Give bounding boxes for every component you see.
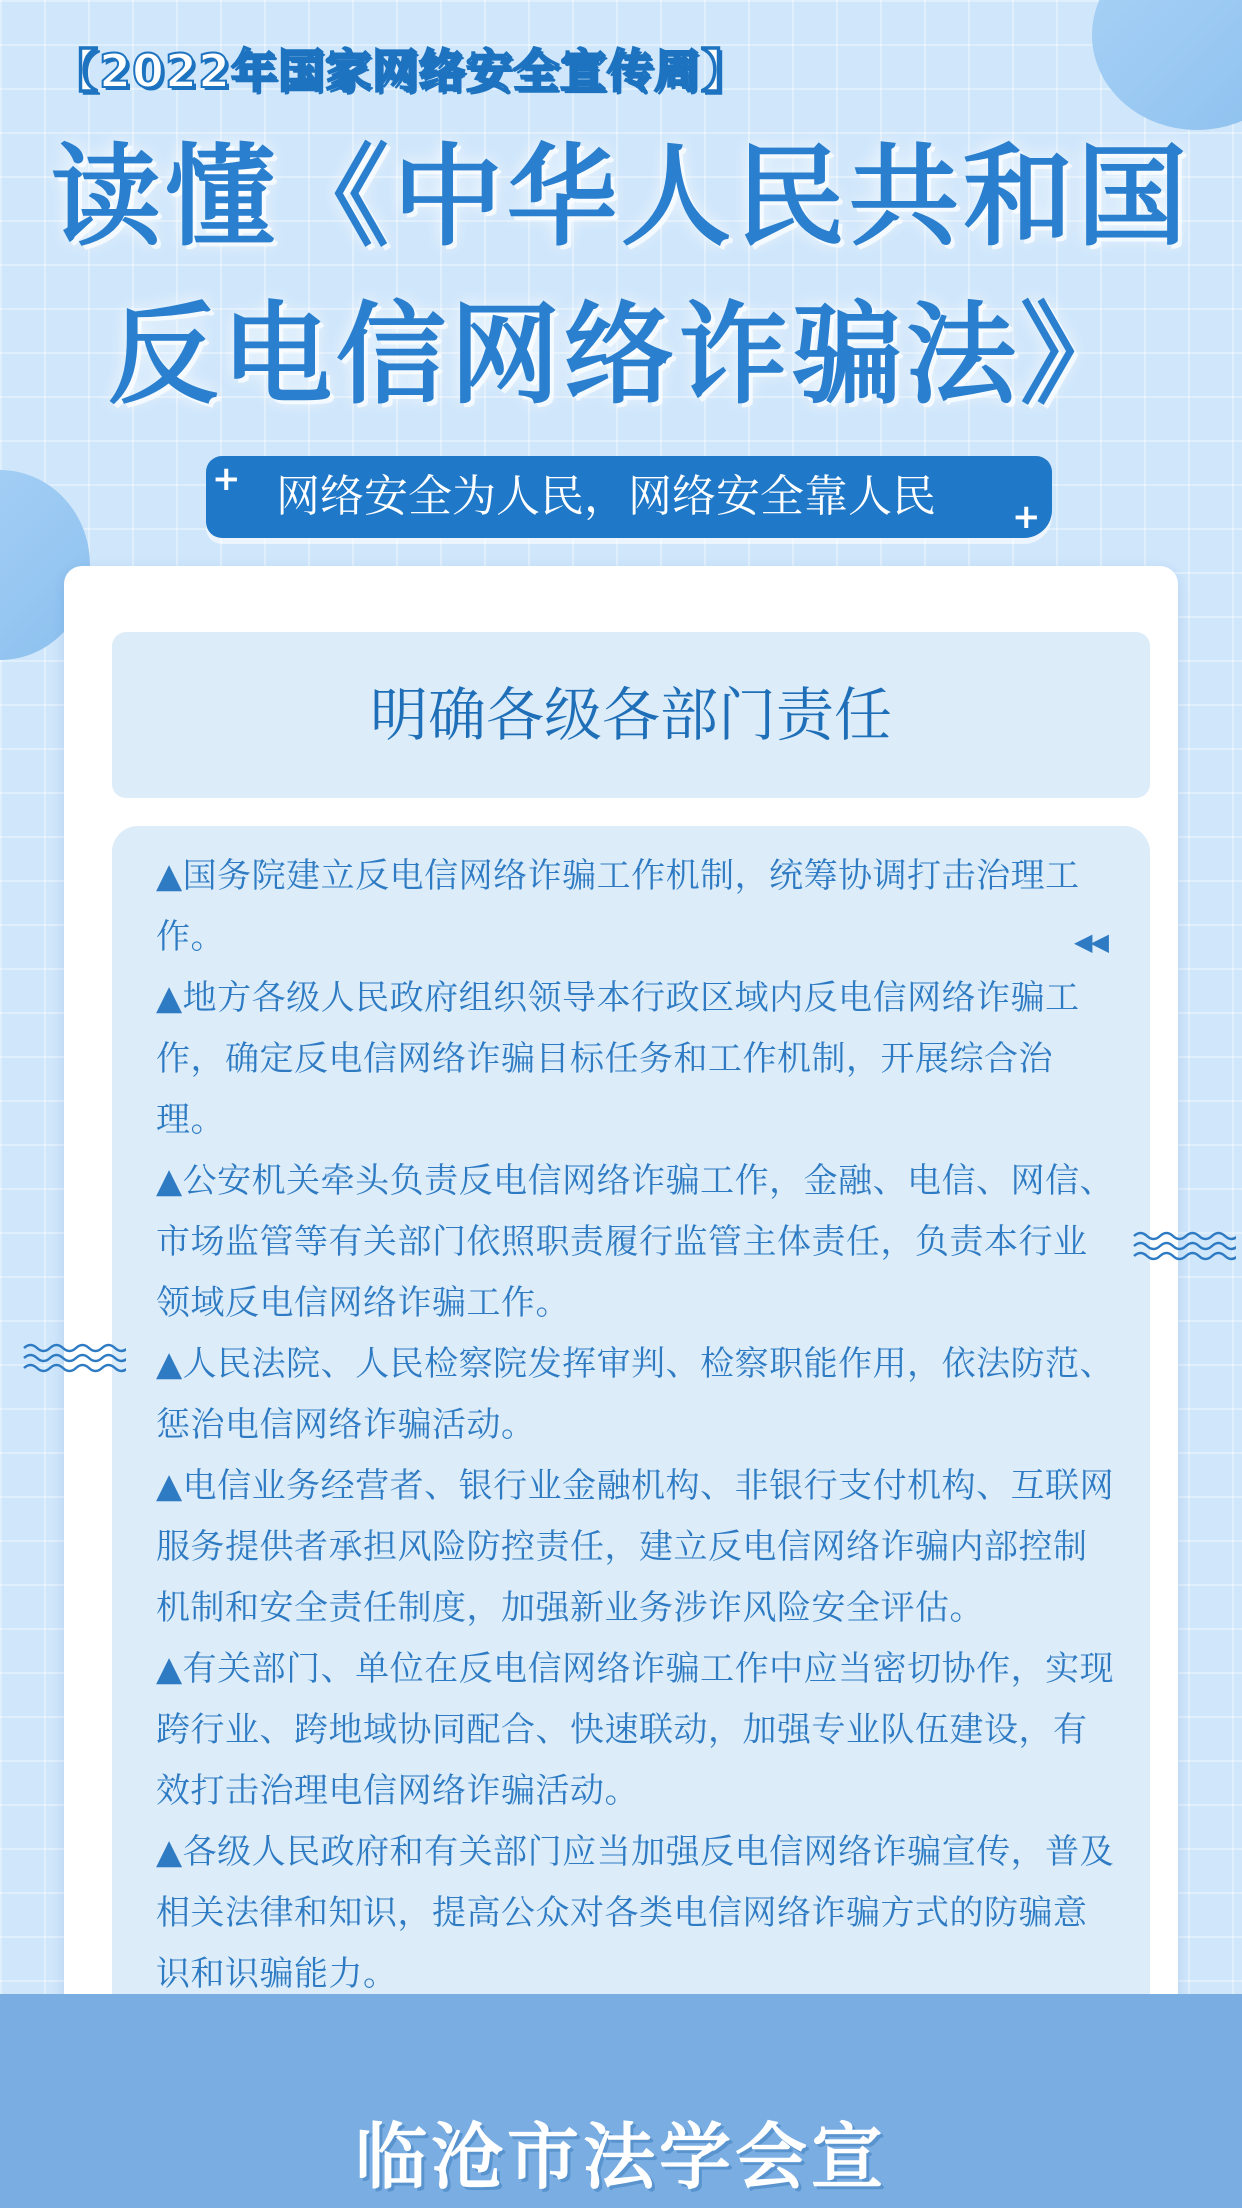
wave-icon <box>1132 1228 1236 1264</box>
paragraph: ▲各级人民政府和有关部门应当加强反电信网络诈骗宣传，普及相关法律和知识，提高公众对各类电信网络诈骗方式的防骗意识和识骗能力。 <box>156 1832 1115 1994</box>
main-title-line2: 反电信网络诈骗法》 <box>108 291 1134 419</box>
paragraph: ▲人民法院、人民检察院发挥审判、检察职能作用，依法防范、惩治电信网络诈骗活动。 <box>156 1344 1115 1445</box>
paragraph: ▲国务院建立反电信网络诈骗工作机制，统筹协调打击治理工作。 <box>156 856 1080 957</box>
wave-icon <box>22 1340 126 1376</box>
slogan-text: 网络安全为人民，网络安全靠人民 <box>276 471 936 522</box>
double-left-arrow-icon: ◀◀ <box>1074 928 1107 956</box>
decor-circle-top-right <box>1092 0 1242 130</box>
event-tag-title: 【2022年国家网络安全宣传周】 <box>52 44 749 98</box>
paragraph-list <box>156 846 1116 2005</box>
section-header <box>112 632 1150 798</box>
plus-icon: + <box>1012 497 1041 537</box>
plus-icon: + <box>212 459 241 499</box>
paragraph: ▲电信业务经营者、银行业金融机构、非银行支付机构、互联网服务提供者承担风险防控责任，建立反电信网络诈骗内部控制机制和安全责任制度，加强新业务涉诈风险安全评估。 <box>156 1466 1115 1628</box>
paragraph: ▲有关部门、单位在反电信网络诈骗工作中应当密切协作，实现跨行业、跨地域协同配合、快速联动，加强专业队伍建设，有效打击治理电信网络诈骗活动。 <box>156 1649 1115 1811</box>
slogan-banner <box>206 456 1052 538</box>
main-title-line1: 读懂《中华人民共和国 <box>51 133 1191 261</box>
footer-publisher: 临沧市法学会宣 <box>354 2115 887 2199</box>
section-body <box>112 826 1150 2086</box>
section-title: 明确各级各部门责任 <box>369 681 892 749</box>
paragraph: ▲公安机关牵头负责反电信网络诈骗工作，金融、电信、网信、市场监管等有关部门依照职责履行监管主体责任，负责本行业领域反电信网络诈骗工作。 <box>156 1161 1115 1323</box>
content-card <box>64 566 1178 2106</box>
paragraph: ▲地方各级人民政府组织领导本行政区域内反电信网络诈骗工作，确定反电信网络诈骗目标任务和工作机制，开展综合治理。 <box>156 978 1080 1140</box>
